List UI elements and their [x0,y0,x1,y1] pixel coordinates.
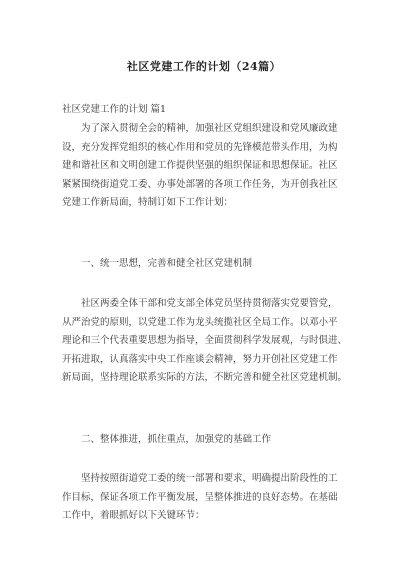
paragraph-line: 建和谐社区和文明创建工作提供坚强的组织保证和思想保证。社区 [62,160,338,171]
paragraph-line: 社区两委全体干部和党支部全体党员坚持贯彻落实党要管党， [81,298,338,309]
paragraph-line: 党建工作新局面，特制订如下工作计划： [62,197,234,208]
paragraph-line: 开拓进取，认真落实中央工作座谈会精神，努力开创社区党建工作 [62,353,338,365]
paragraph-line: 坚持按照街道党工委的统一部署和要求，明确提出阶段性的工 [81,473,338,484]
section-heading-1: 一、统一思想，完善和健全社区党建机制 [81,258,253,269]
paragraph-section-1 [62,295,354,388]
paragraph-line: 作目标，保证各项工作平衡发展，呈整体推进的良好态势。在基础 [62,491,338,503]
paragraph-intro [62,120,354,213]
paragraph-line: 设，充分发挥党组织的核心作用和党员的先锋模范带头作用，为构 [62,141,338,153]
paragraph-section-2 [62,470,354,526]
document-title: 社区党建工作的计划（24篇） [126,60,282,73]
section-heading-2: 二、整体推进，抓住重点，加强党的基础工作 [81,434,272,445]
paragraph-line: 为了深入贯彻全会的精神，加强社区党组织建设和党风廉政建 [81,123,338,134]
paragraph-line: 工作中，着眼抓好以下关键环节： [62,510,205,521]
paragraph-line: 从严治党的原则，以党建工作为龙头统揽社区全局工作。以邓小平 [62,316,338,328]
paragraph-line: 紧紧围绕街道党工委、办事处部署的各项工作任务，为开创我社区 [62,178,338,190]
paragraph-line: 新局面，坚持理论联系实际的方法，不断完善和健全社区党建机制。 [62,372,348,383]
document-subtitle: 社区党建工作的计划 篇1 [62,104,167,115]
paragraph-line: 理论和三个代表重要思想为指导，全面贯彻科学发展观，与时俱进、 [62,335,348,346]
